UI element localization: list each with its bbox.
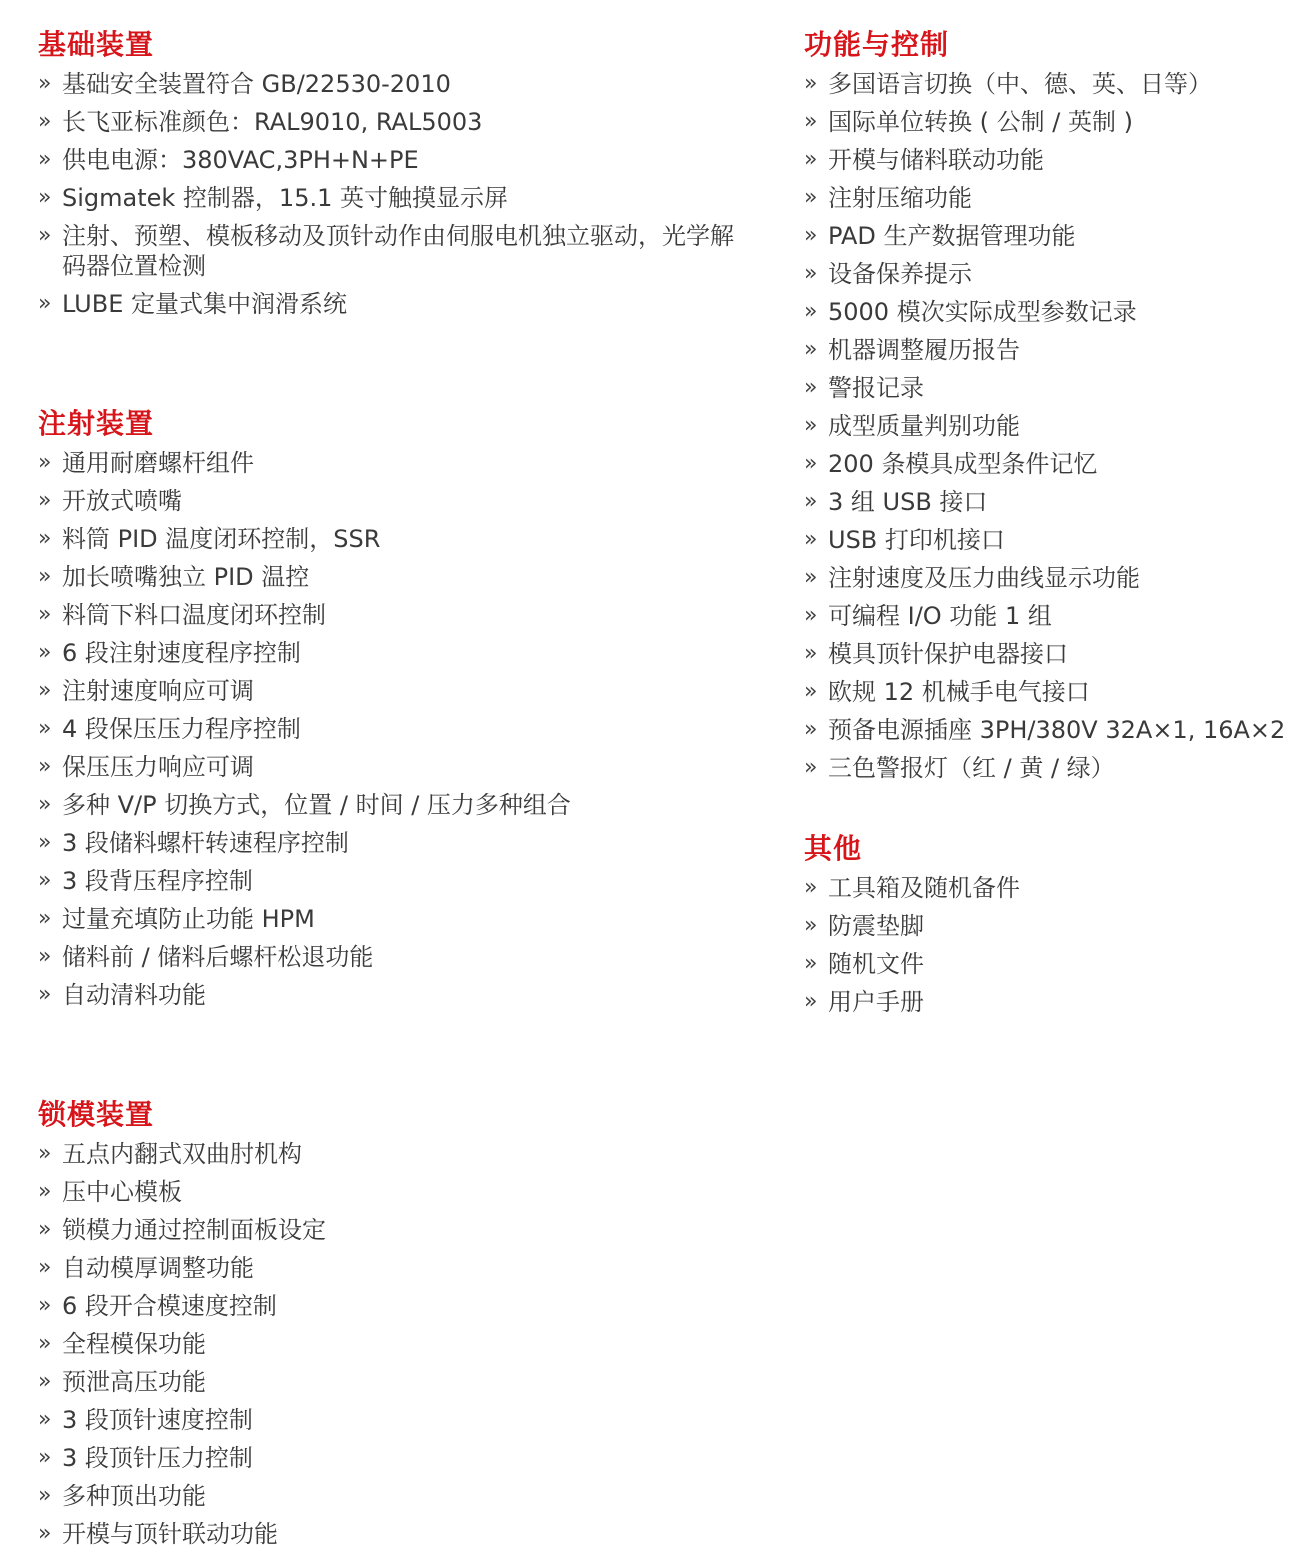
list-item xyxy=(804,525,1294,555)
bullet-icon: » xyxy=(804,375,818,400)
section-title-functions: 功能与控制 xyxy=(804,28,950,61)
bullet-icon: » xyxy=(38,147,52,172)
list-item-text: 机器调整履历报告 xyxy=(828,336,1020,364)
list-item-text: 3 段储料螺杆转速程序控制 xyxy=(62,829,349,857)
list-item xyxy=(804,563,1294,593)
bullet-icon: » xyxy=(38,830,52,855)
list-item-text: 模具顶针保护电器接口 xyxy=(828,640,1068,668)
list-item xyxy=(38,866,738,896)
list-item-text: 三色警报灯（红 / 黄 / 绿） xyxy=(828,754,1115,782)
bullet-icon: » xyxy=(804,185,818,210)
bullet-icon: » xyxy=(804,261,818,286)
list-item xyxy=(804,911,1294,941)
bullet-icon: » xyxy=(804,451,818,476)
item-list-others xyxy=(804,873,1294,1017)
list-item xyxy=(38,1215,738,1245)
bullet-icon: » xyxy=(38,1179,52,1204)
list-item xyxy=(38,1519,738,1549)
list-item-text: 保压压力响应可调 xyxy=(62,753,254,781)
list-item-text: 6 段注射速度程序控制 xyxy=(62,639,301,667)
list-item xyxy=(804,221,1294,251)
list-item-text: LUBE 定量式集中润滑系统 xyxy=(62,290,347,318)
list-item-text: 自动清料功能 xyxy=(62,981,206,1009)
list-item-text: 用户手册 xyxy=(828,988,924,1016)
bullet-icon: » xyxy=(804,603,818,628)
list-item-text: 全程模保功能 xyxy=(62,1330,206,1358)
list-item-text: 注射速度及压力曲线显示功能 xyxy=(828,564,1140,592)
bullet-icon: » xyxy=(38,678,52,703)
bullet-icon: » xyxy=(804,337,818,362)
bullet-icon: » xyxy=(804,951,818,976)
bullet-icon: » xyxy=(804,109,818,134)
bullet-icon: » xyxy=(38,1141,52,1166)
list-item-text: 注射速度响应可调 xyxy=(62,677,254,705)
list-item xyxy=(38,1177,738,1207)
list-item-text: 料筒 PID 温度闭环控制，SSR xyxy=(62,525,381,553)
list-item-text: 国际单位转换 ( 公制 / 英制 ) xyxy=(828,108,1133,136)
list-item xyxy=(38,107,738,137)
list-item xyxy=(38,289,738,319)
bullet-icon: » xyxy=(38,754,52,779)
bullet-icon: » xyxy=(38,185,52,210)
list-item xyxy=(38,1367,738,1397)
list-item-text: 预备电源插座 3PH/380V 32A×1, 16A×2 xyxy=(828,716,1286,744)
bullet-icon: » xyxy=(38,602,52,627)
list-item xyxy=(804,639,1294,669)
list-item xyxy=(38,486,738,516)
list-item-text: 成型质量判别功能 xyxy=(828,412,1020,440)
list-item-text: 设备保养提示 xyxy=(828,260,972,288)
list-item xyxy=(804,69,1294,99)
item-list-basic xyxy=(38,69,738,319)
list-item-text: 通用耐磨螺杆组件 xyxy=(62,449,254,477)
section-clamping xyxy=(38,1097,738,1557)
list-item xyxy=(38,562,738,592)
section-title-others: 其他 xyxy=(804,832,863,865)
bullet-icon: » xyxy=(38,1293,52,1318)
list-item-text: 开放式喷嘴 xyxy=(62,487,182,515)
list-item xyxy=(804,715,1294,745)
list-item-text: 锁模力通过控制面板设定 xyxy=(62,1216,326,1244)
list-item xyxy=(38,448,738,478)
bullet-icon: » xyxy=(38,716,52,741)
bullet-icon: » xyxy=(38,640,52,665)
list-item xyxy=(38,183,738,213)
item-list-injection xyxy=(38,448,738,1010)
section-others xyxy=(804,831,1294,1025)
bullet-icon: » xyxy=(38,564,52,589)
bullet-icon: » xyxy=(38,982,52,1007)
list-item-text: 开模与顶针联动功能 xyxy=(62,1520,278,1548)
list-item-text: 防震垫脚 xyxy=(828,912,924,940)
list-item xyxy=(38,1139,738,1169)
list-item-text: 开模与储料联动功能 xyxy=(828,146,1044,174)
list-item-text: 3 段顶针压力控制 xyxy=(62,1444,253,1472)
list-item xyxy=(804,411,1294,441)
list-item xyxy=(804,987,1294,1017)
list-item-text: 注射、预塑、模板移动及顶针动作由伺服电机独立驱动，光学解码器位置检测 xyxy=(62,222,734,280)
list-item-text: PAD 生产数据管理功能 xyxy=(828,222,1076,250)
section-title-injection: 注射装置 xyxy=(38,407,155,440)
bullet-icon: » xyxy=(38,1407,52,1432)
list-item-text: 过量充填防止功能 HPM xyxy=(62,905,315,933)
item-list-clamping xyxy=(38,1139,738,1549)
bullet-icon: » xyxy=(38,944,52,969)
section-injection xyxy=(38,406,738,1018)
list-item xyxy=(38,1291,738,1321)
list-item xyxy=(38,904,738,934)
list-item-text: 五点内翻式双曲肘机构 xyxy=(62,1140,302,1168)
list-item xyxy=(38,524,738,554)
list-item xyxy=(38,1253,738,1283)
list-item-text: 200 条模具成型条件记忆 xyxy=(828,450,1098,478)
list-item-text: 4 段保压压力程序控制 xyxy=(62,715,301,743)
bullet-icon: » xyxy=(804,413,818,438)
bullet-icon: » xyxy=(38,1483,52,1508)
bullet-icon: » xyxy=(804,147,818,172)
list-item xyxy=(804,449,1294,479)
list-item-text: 加长喷嘴独立 PID 温控 xyxy=(62,563,310,591)
list-item xyxy=(38,1405,738,1435)
list-item-text: 料筒下料口温度闭环控制 xyxy=(62,601,326,629)
bullet-icon: » xyxy=(38,109,52,134)
bullet-icon: » xyxy=(38,291,52,316)
bullet-icon: » xyxy=(804,527,818,552)
list-item xyxy=(38,828,738,858)
section-title-clamping: 锁模装置 xyxy=(38,1098,155,1131)
list-item xyxy=(804,297,1294,327)
list-item xyxy=(38,752,738,782)
list-item xyxy=(804,949,1294,979)
section-functions xyxy=(804,27,1294,791)
bullet-icon: » xyxy=(38,1521,52,1546)
list-item-text: 基础安全装置符合 GB/22530-2010 xyxy=(62,70,451,98)
bullet-icon: » xyxy=(804,71,818,96)
list-item xyxy=(804,601,1294,631)
bullet-icon: » xyxy=(804,679,818,704)
list-item-text: 3 段顶针速度控制 xyxy=(62,1406,253,1434)
list-item xyxy=(38,1329,738,1359)
list-item-text: 工具箱及随机备件 xyxy=(828,874,1020,902)
bullet-icon: » xyxy=(38,71,52,96)
list-item xyxy=(804,107,1294,137)
bullet-icon: » xyxy=(804,717,818,742)
list-item xyxy=(804,183,1294,213)
bullet-icon: » xyxy=(38,1255,52,1280)
list-item-text: 多国语言切换（中、德、英、日等） xyxy=(828,70,1212,98)
list-item xyxy=(804,753,1294,783)
bullet-icon: » xyxy=(38,526,52,551)
list-item-text: 可编程 I/O 功能 1 组 xyxy=(828,602,1052,630)
list-item xyxy=(38,69,738,99)
bullet-icon: » xyxy=(38,792,52,817)
list-item xyxy=(38,714,738,744)
list-item-text: 自动模厚调整功能 xyxy=(62,1254,254,1282)
bullet-icon: » xyxy=(804,489,818,514)
list-item-text: 注射压缩功能 xyxy=(828,184,972,212)
list-item xyxy=(804,259,1294,289)
bullet-icon: » xyxy=(804,641,818,666)
list-item xyxy=(38,942,738,972)
list-item-text: 3 组 USB 接口 xyxy=(828,488,988,516)
list-item-text: 压中心模板 xyxy=(62,1178,182,1206)
bullet-icon: » xyxy=(804,299,818,324)
bullet-icon: » xyxy=(804,989,818,1014)
item-list-functions xyxy=(804,69,1294,783)
bullet-icon: » xyxy=(38,488,52,513)
list-item xyxy=(804,677,1294,707)
section-basic xyxy=(38,27,738,327)
list-item-text: 长飞亚标准颜色：RAL9010, RAL5003 xyxy=(62,108,483,136)
list-item-text: 警报记录 xyxy=(828,374,924,402)
bullet-icon: » xyxy=(38,1445,52,1470)
list-item-text: 6 段开合模速度控制 xyxy=(62,1292,277,1320)
list-item xyxy=(804,145,1294,175)
bullet-icon: » xyxy=(804,913,818,938)
bullet-icon: » xyxy=(804,565,818,590)
list-item xyxy=(38,980,738,1010)
bullet-icon: » xyxy=(804,875,818,900)
list-item xyxy=(38,221,738,281)
list-item-text: 随机文件 xyxy=(828,950,924,978)
list-item-text: 5000 模次实际成型参数记录 xyxy=(828,298,1137,326)
list-item-text: 欧规 12 机械手电气接口 xyxy=(828,678,1090,706)
list-item-text: USB 打印机接口 xyxy=(828,526,1005,554)
list-item xyxy=(38,145,738,175)
bullet-icon: » xyxy=(804,223,818,248)
list-item xyxy=(38,676,738,706)
list-item xyxy=(804,335,1294,365)
bullet-icon: » xyxy=(38,450,52,475)
bullet-icon: » xyxy=(38,906,52,931)
bullet-icon: » xyxy=(38,1217,52,1242)
bullet-icon: » xyxy=(38,1369,52,1394)
bullet-icon: » xyxy=(38,868,52,893)
bullet-icon: » xyxy=(38,223,52,248)
bullet-icon: » xyxy=(38,1331,52,1356)
list-item xyxy=(804,873,1294,903)
list-item xyxy=(38,600,738,630)
list-item xyxy=(38,1443,738,1473)
list-item-text: 预泄高压功能 xyxy=(62,1368,206,1396)
section-title-basic: 基础装置 xyxy=(38,28,155,61)
list-item xyxy=(804,487,1294,517)
list-item-text: 多种顶出功能 xyxy=(62,1482,206,1510)
list-item xyxy=(804,373,1294,403)
list-item-text: 储料前 / 储料后螺杆松退功能 xyxy=(62,943,374,971)
list-item xyxy=(38,790,738,820)
list-item xyxy=(38,1481,738,1511)
list-item xyxy=(38,638,738,668)
list-item-text: Sigmatek 控制器，15.1 英寸触摸显示屏 xyxy=(62,184,508,212)
list-item-text: 多种 V/P 切换方式，位置 / 时间 / 压力多种组合 xyxy=(62,791,571,819)
list-item-text: 供电电源：380VAC,3PH+N+PE xyxy=(62,146,419,174)
list-item-text: 3 段背压程序控制 xyxy=(62,867,253,895)
bullet-icon: » xyxy=(804,755,818,780)
